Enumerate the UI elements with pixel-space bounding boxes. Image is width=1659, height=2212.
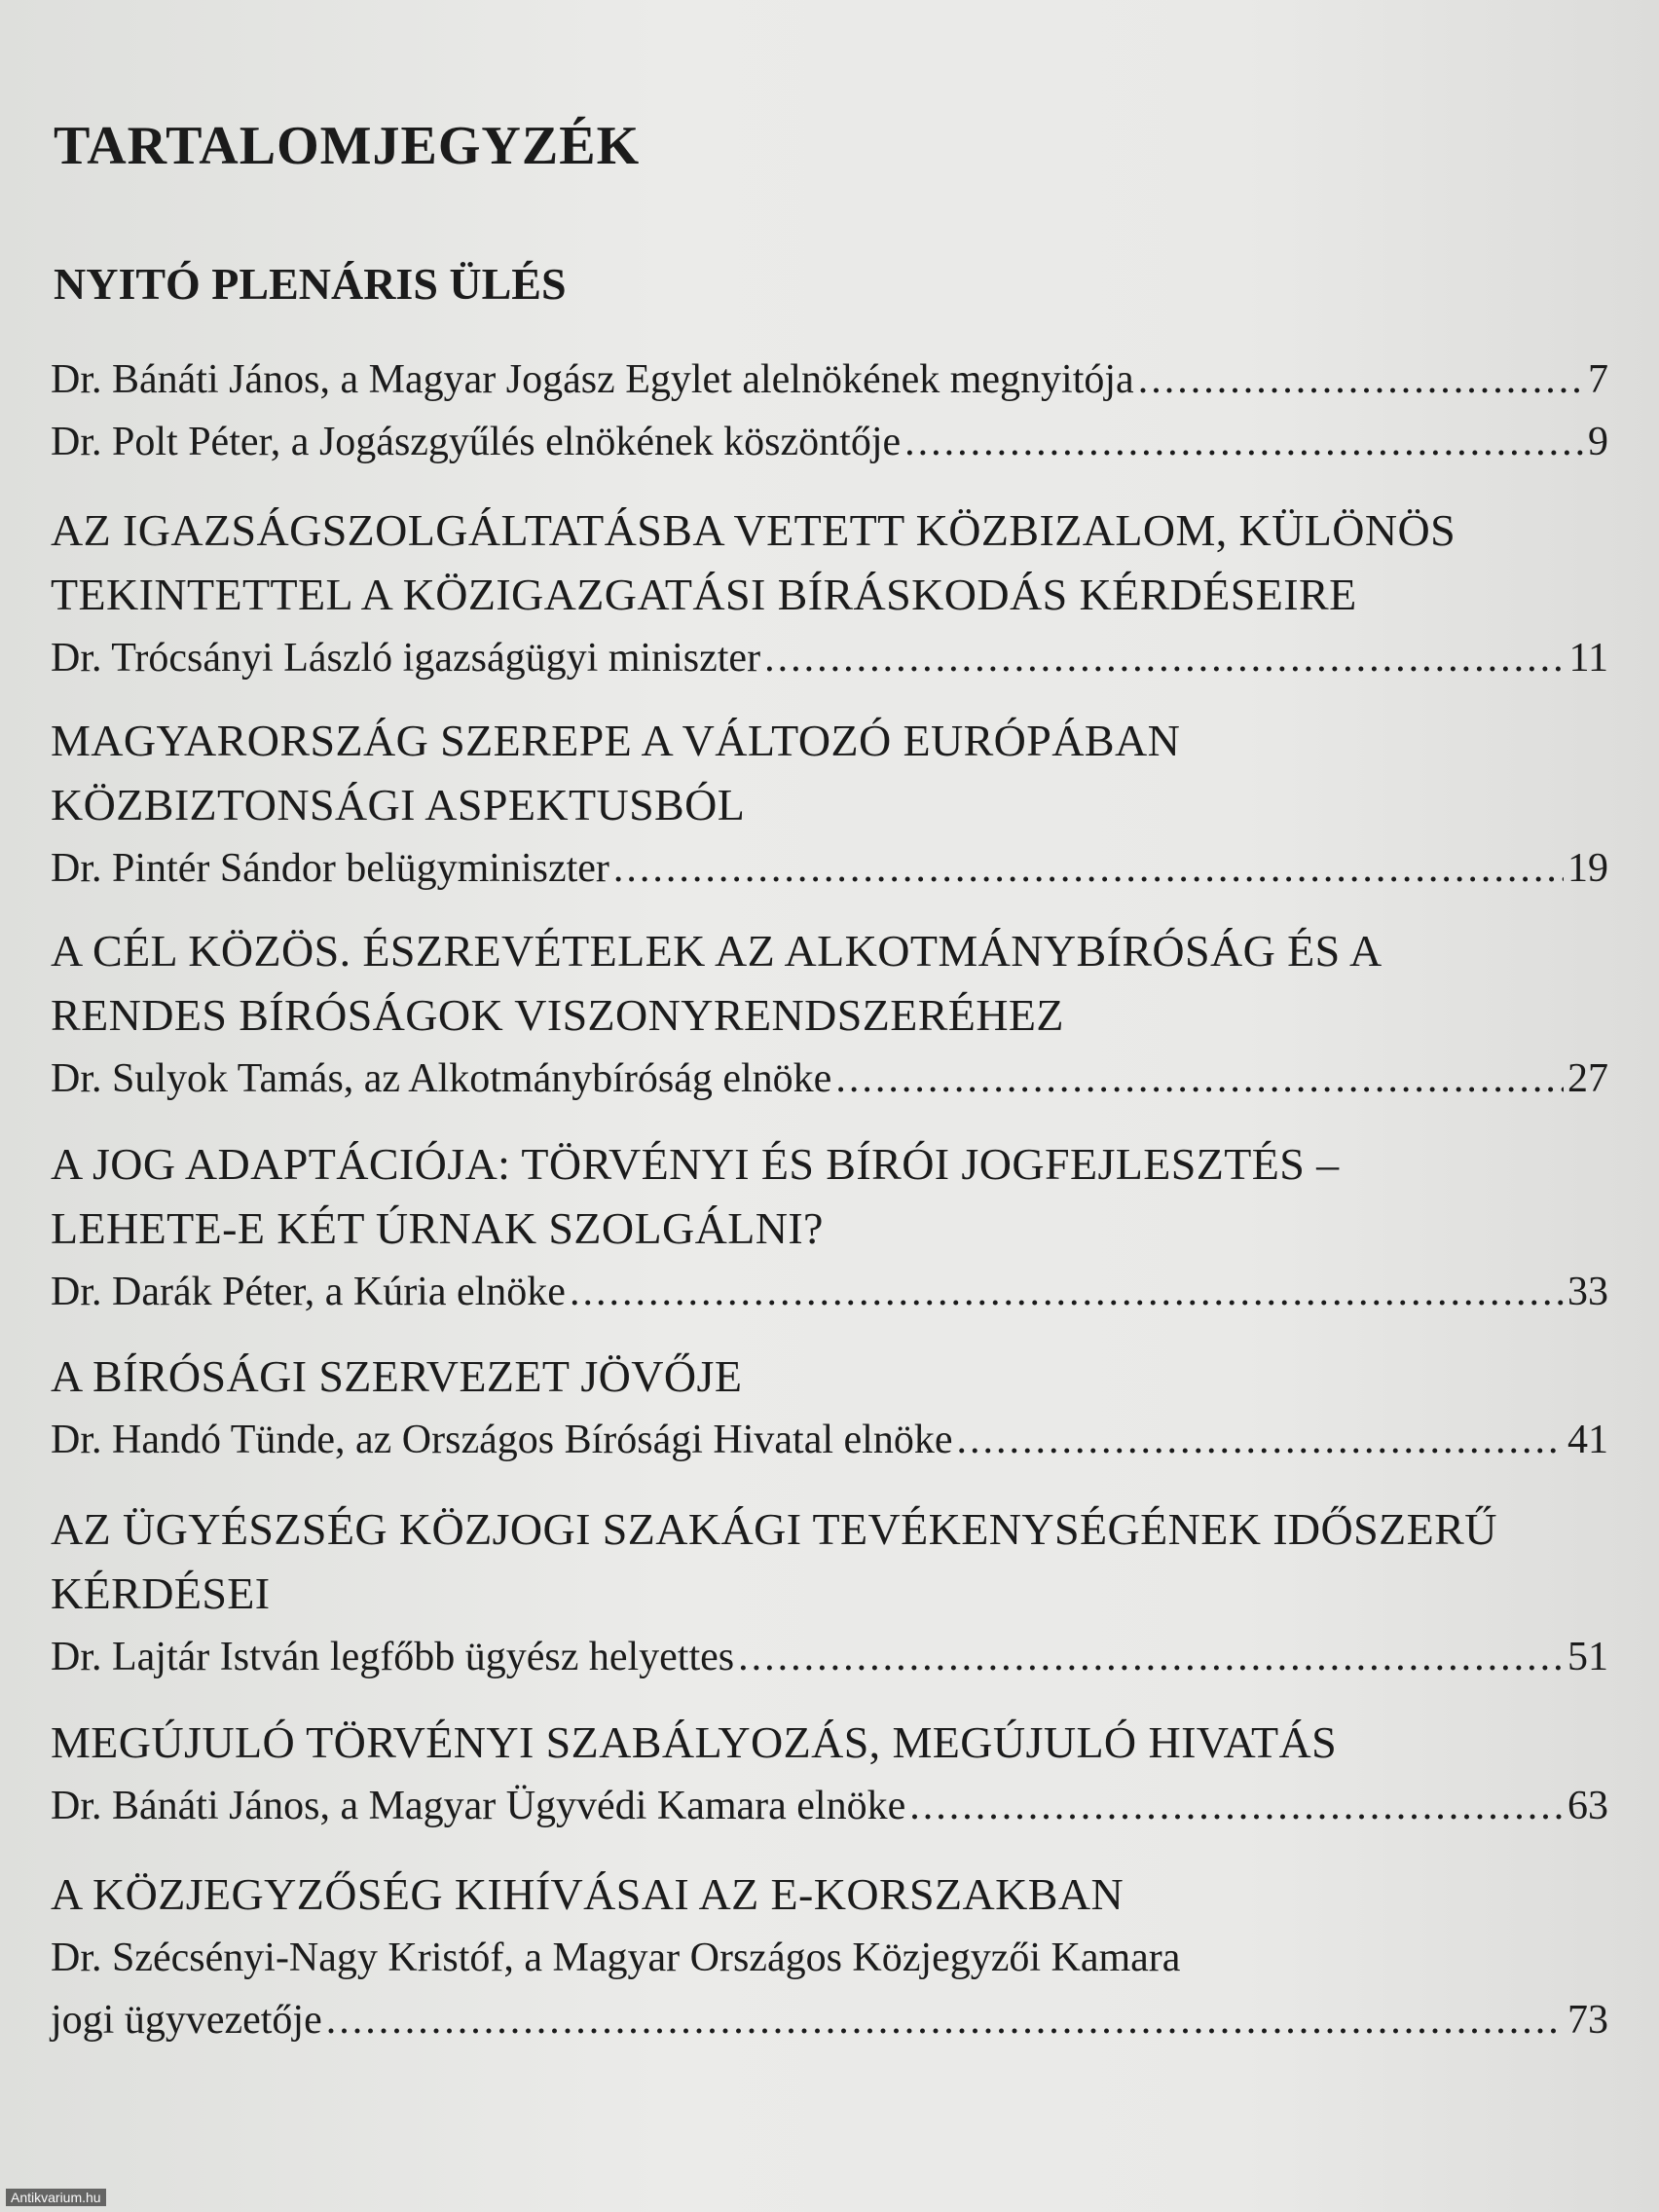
entry-author: Dr. Trócsányi László igazságügyi miniszter <box>51 636 761 681</box>
page-number: 7 <box>1588 357 1608 402</box>
page-number: 27 <box>1567 1056 1608 1101</box>
chapter-title-line: A CÉL KÖZÖS. ÉSZREVÉTELEK AZ ALKOTMÁNYBÍRÓSÁG ÉS A <box>51 926 1382 976</box>
dot-leader <box>956 1409 1564 1471</box>
dot-leader <box>326 1989 1564 2051</box>
page-number: 11 <box>1568 636 1608 681</box>
chapter-title-line: AZ ÜGYÉSZSÉG KÖZJOGI SZAKÁGI TEVÉKENYSÉGÉNEK IDŐSZERŰ <box>51 1504 1497 1554</box>
chapter-title-line: MAGYARORSZÁG SZEREPE A VÁLTOZÓ EURÓPÁBAN <box>51 716 1181 765</box>
page-number: 51 <box>1567 1635 1608 1679</box>
entry-author: Dr. Pintér Sándor belügyminiszter <box>51 846 609 891</box>
chapter-title-line: KÖZBIZTONSÁGI ASPEKTUSBÓL <box>51 780 746 830</box>
page-number: 33 <box>1567 1270 1608 1314</box>
dot-leader <box>1138 349 1584 411</box>
dot-leader <box>835 1048 1564 1110</box>
toc-entry[interactable] <box>51 411 1608 473</box>
dot-leader <box>738 1626 1564 1688</box>
toc-entry[interactable] <box>51 1409 1608 1471</box>
dot-leader <box>909 1775 1564 1837</box>
chapter-title-line: TEKINTETTEL A KÖZIGAZGATÁSI BÍRÁSKODÁS KÉRDÉSEIRE <box>51 570 1357 619</box>
toc-chapter <box>51 709 1608 900</box>
toc-entry[interactable] <box>51 349 1608 411</box>
toc-chapter <box>51 1132 1608 1323</box>
chapter-title-line: KÉRDÉSEI <box>51 1568 271 1618</box>
chapter-title-line: A JOG ADAPTÁCIÓJA: TÖRVÉNYI ÉS BÍRÓI JOGFEJLESZTÉS – <box>51 1139 1340 1189</box>
toc-chapter <box>51 1345 1608 1471</box>
toc-entry[interactable] <box>51 837 1608 900</box>
opening-section-entries <box>51 349 1608 473</box>
toc-chapter <box>51 498 1608 689</box>
chapter-title-line: LEHETE-E KÉT ÚRNAK SZOLGÁLNI? <box>51 1203 824 1253</box>
page-number: 9 <box>1588 420 1608 464</box>
entry-author: Dr. Bánáti János, a Magyar Ügyvédi Kamara elnöke <box>51 1784 906 1828</box>
entry-author-line: Dr. Szécsényi-Nagy Kristóf, a Magyar Országos Közjegyzői Kamara <box>51 1936 1181 1980</box>
entry-author: Dr. Handó Tünde, az Országos Bírósági Hivatal elnöke <box>51 1418 953 1462</box>
toc-entry[interactable] <box>51 1261 1608 1323</box>
toc-chapter <box>51 919 1608 1110</box>
toc-entry[interactable] <box>51 627 1608 689</box>
entry-author: Dr. Lajtár István legfőbb ügyész helyettes <box>51 1635 735 1679</box>
page-number: 19 <box>1567 846 1608 891</box>
toc-chapter <box>51 1711 1608 1837</box>
page-title: TARTALOMJEGYZÉK <box>54 116 641 176</box>
chapter-title-line: A BÍRÓSÁGI SZERVEZET JÖVŐJE <box>51 1351 743 1401</box>
page-number: 73 <box>1567 1998 1608 2043</box>
toc-chapter <box>51 1497 1608 1688</box>
chapter-title-line: RENDES BÍRÓSÁGOK VISZONYRENDSZERÉHEZ <box>51 990 1064 1040</box>
toc-entry[interactable] <box>51 1048 1608 1110</box>
dot-leader <box>613 837 1564 900</box>
entry-author: Dr. Sulyok Tamás, az Alkotmánybíróság elnöke <box>51 1056 832 1101</box>
dot-leader <box>764 627 1565 689</box>
entry-text: Dr. Polt Péter, a Jogászgyűlés elnökének köszöntője <box>51 420 902 464</box>
toc-chapter <box>51 1862 1608 2051</box>
entry-author: jogi ügyvezetője <box>51 1998 322 2043</box>
page-number: 63 <box>1567 1784 1608 1828</box>
chapter-title-line: MEGÚJULÓ TÖRVÉNYI SZABÁLYOZÁS, MEGÚJULÓ HIVATÁS <box>51 1717 1338 1767</box>
source-watermark: Antikvarium.hu <box>6 2189 106 2206</box>
toc-entry[interactable] <box>51 1989 1608 2051</box>
dot-leader <box>570 1261 1564 1323</box>
opening-section-heading: NYITÓ PLENÁRIS ÜLÉS <box>54 259 567 309</box>
entry-text: Dr. Bánáti János, a Magyar Jogász Egylet alelnökének megnyitója <box>51 357 1134 402</box>
chapter-title-line: A KÖZJEGYZŐSÉG KIHÍVÁSAI AZ E-KORSZAKBAN <box>51 1869 1124 1919</box>
entry-author: Dr. Darák Péter, a Kúria elnöke <box>51 1270 566 1314</box>
chapter-title-line: AZ IGAZSÁGSZOLGÁLTATÁSBA VETETT KÖZBIZALOM, KÜLÖNÖS <box>51 505 1456 555</box>
page-number: 41 <box>1567 1418 1608 1462</box>
toc-entry[interactable] <box>51 1775 1608 1837</box>
dot-leader <box>904 411 1584 473</box>
toc-entry[interactable] <box>51 1626 1608 1688</box>
